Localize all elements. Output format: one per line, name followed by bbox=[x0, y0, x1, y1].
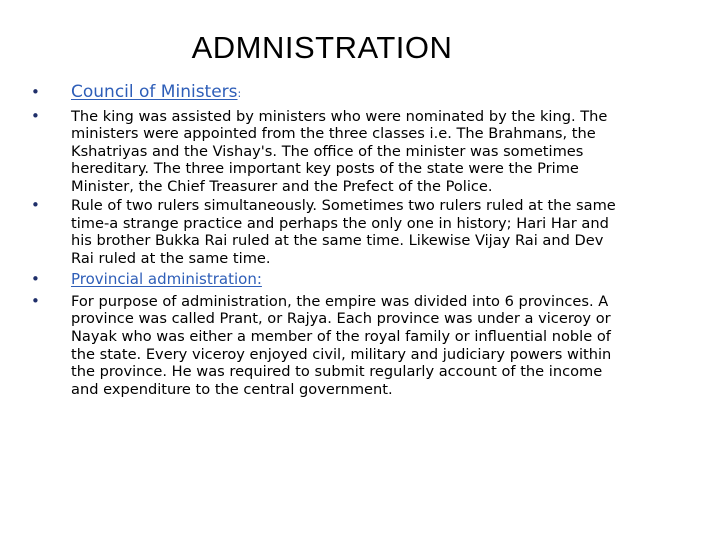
heading-provincial-administration bbox=[30, 269, 630, 291]
paragraph-two-rulers bbox=[30, 197, 630, 267]
slide-title: ADMNISTRATION bbox=[191, 30, 453, 65]
heading-text: Provincial administration: bbox=[71, 270, 262, 289]
paragraph-text: For purpose of administration, the empire was divided into 6 provinces. A province was called Prant, or Rajya. Each province was under a viceroy or Nayak who was either a member of the royal family or influential noble of the state. Every viceroy enjoyed civil, military and judiciary powers within the province. He was required to submit regularly account of the income and expenditure to the central government. bbox=[71, 292, 612, 398]
paragraph-text: Rule of two rulers simultaneously. Sometimes two rulers ruled at the same time-a strange practice and perhaps the only one in history; Hari Har and his brother Bukka Rai ruled at the same time. Likewise Vijay Rai and Dev Rai ruled at the same time. bbox=[71, 197, 616, 267]
bullet-list bbox=[30, 80, 630, 398]
bullet-icon: • bbox=[31, 291, 40, 310]
bullet-icon: • bbox=[31, 83, 40, 101]
bullet-icon: • bbox=[31, 196, 40, 215]
heading-council-of-ministers bbox=[30, 80, 630, 106]
paragraph-provinces bbox=[30, 293, 630, 399]
paragraph-ministers bbox=[30, 108, 630, 196]
heading-text: Council of Ministers bbox=[71, 82, 238, 102]
bullet-icon: • bbox=[31, 270, 40, 289]
paragraph-text: The king was assisted by ministers who were nominated by the king. The ministers were appointed from the three classes i.e. The Brahmans, the Kshatriyas and the Vishay's. The office of the minister was sometimes hereditary. The three important key posts of the state were the Prime Minister, the Chief Treasurer and the Prefect of the Police. bbox=[71, 107, 608, 195]
bullet-icon: • bbox=[31, 106, 40, 125]
heading-suffix: : bbox=[237, 87, 242, 100]
